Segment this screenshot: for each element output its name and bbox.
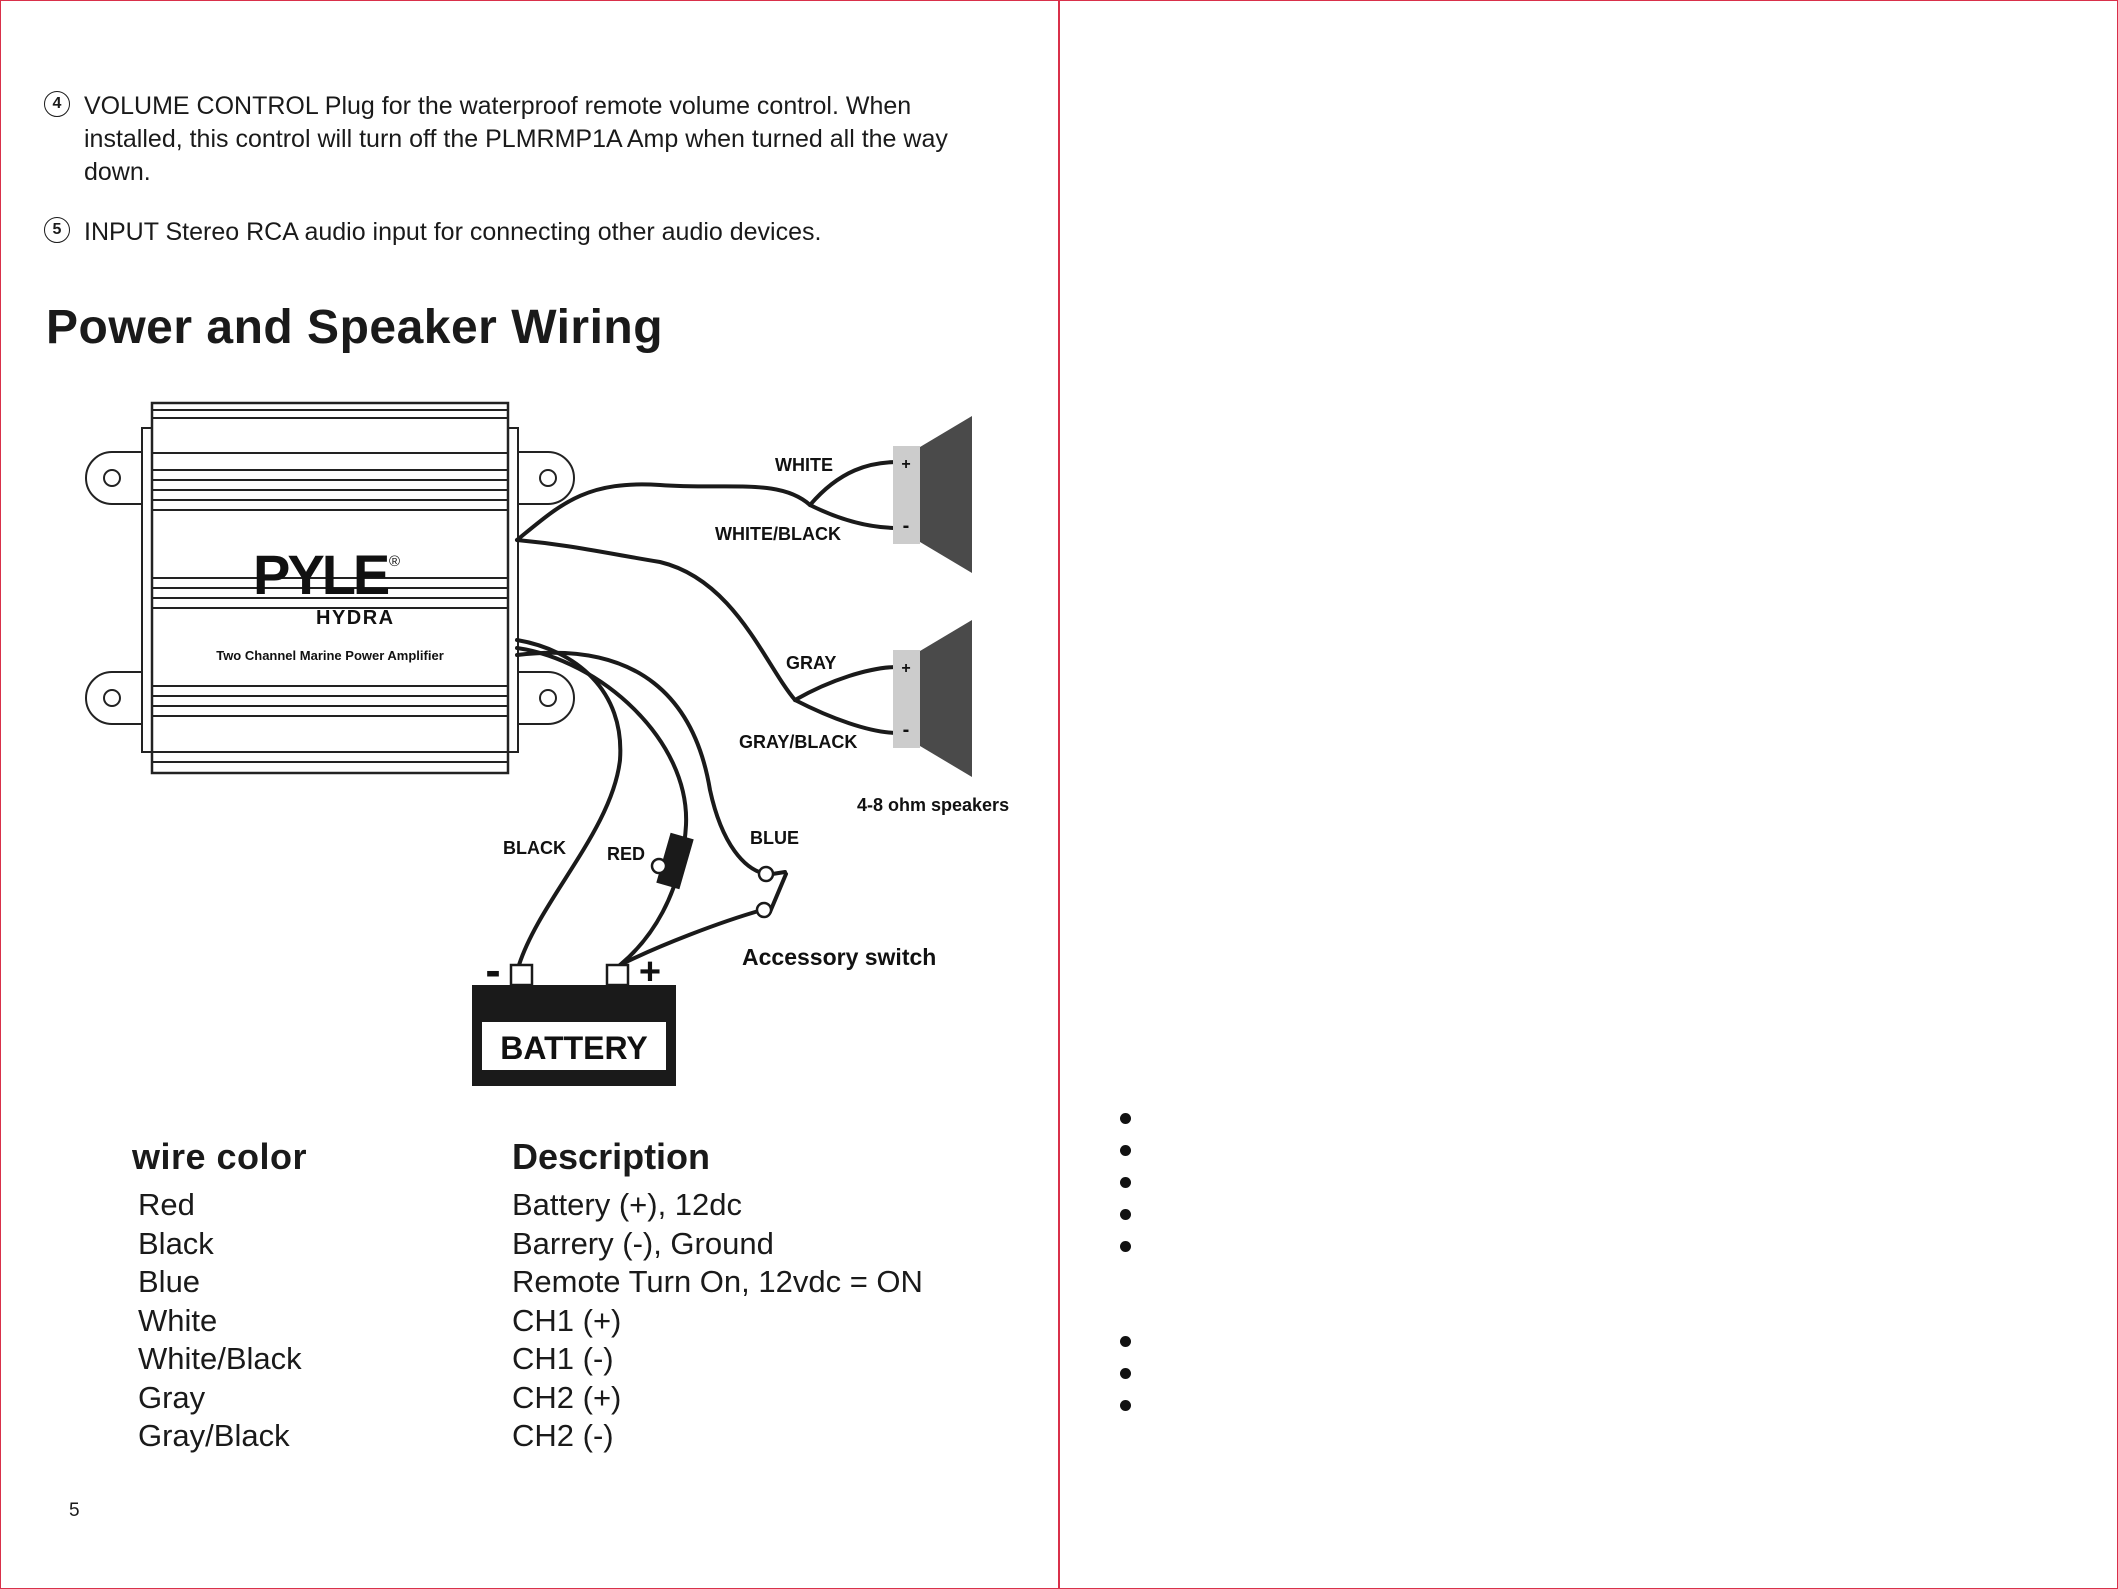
description-header: Description bbox=[512, 1136, 711, 1177]
item-text: INPUT Stereo RCA audio input for connecting other audio devices. bbox=[84, 218, 822, 246]
bullet-dot bbox=[1120, 1113, 1131, 1124]
battery-label: BATTERY bbox=[500, 1030, 648, 1066]
wire-color-header: wire color bbox=[132, 1136, 308, 1177]
description-item: Battery (+), 12dc bbox=[512, 1187, 743, 1222]
description-item: CH1 (+) bbox=[512, 1302, 622, 1338]
speakers-label: 4-8 ohm speakers bbox=[857, 795, 1010, 815]
battery-minus-sign: - bbox=[485, 944, 501, 996]
wire-color-item: Blue bbox=[138, 1264, 201, 1299]
bullet-dot bbox=[1120, 1177, 1131, 1188]
item-text: VOLUME CONTROL Plug for the waterproof remote volume control. When installed, this control will turn off the PLMRMP1A Amp when turned all the way down. bbox=[84, 92, 948, 186]
model-name: HYDRA bbox=[316, 607, 395, 629]
terminal-minus-label: - bbox=[902, 719, 910, 741]
switch-contact bbox=[757, 903, 771, 917]
wire-color-item: Gray/Black bbox=[138, 1418, 290, 1453]
wire-color-item: Red bbox=[138, 1187, 195, 1222]
description-item: Remote Turn On, 12vdc = ON bbox=[512, 1264, 923, 1299]
bullet-dot bbox=[1120, 1241, 1131, 1252]
speaker-ch2 bbox=[893, 620, 972, 777]
wire-color-list bbox=[138, 1186, 302, 1456]
bullet-dot bbox=[1120, 1209, 1131, 1220]
brand-logo: PYLE bbox=[253, 543, 388, 606]
description-item: CH2 (+) bbox=[512, 1379, 622, 1415]
amplifier-tagline: Two Channel Marine Power Amplifier bbox=[216, 648, 444, 663]
terminal-minus-label: - bbox=[902, 515, 910, 537]
bullet-list-upper bbox=[1120, 1113, 1131, 1273]
wire-label-gray: GRAY bbox=[786, 653, 837, 673]
wire-label-white: WHITE bbox=[775, 455, 833, 475]
bullet-dot bbox=[1120, 1368, 1131, 1379]
registered-mark: ® bbox=[389, 553, 401, 570]
feature-item-volume-control bbox=[44, 90, 1014, 189]
bullet-dot bbox=[1120, 1336, 1131, 1347]
wire-label-white-black: WHITE/BLACK bbox=[715, 524, 841, 544]
wire-color-item: Black bbox=[138, 1225, 214, 1261]
description-item: Barrery (-), Ground bbox=[512, 1225, 774, 1261]
wire-label-red: RED bbox=[607, 844, 646, 864]
item-number-badge: 5 bbox=[44, 217, 70, 243]
wire-label-black: BLACK bbox=[503, 838, 566, 858]
description-item: CH1 (-) bbox=[512, 1341, 614, 1376]
page-divider bbox=[1058, 0, 1060, 1589]
bullet-dot bbox=[1120, 1400, 1131, 1411]
terminal-plus-label: + bbox=[901, 456, 911, 473]
switch-contact bbox=[759, 867, 773, 881]
description-list bbox=[512, 1186, 923, 1456]
section-heading: Power and Speaker Wiring bbox=[46, 301, 664, 354]
battery-plus-sign: + bbox=[638, 951, 662, 993]
page-number: 5 bbox=[69, 1500, 80, 1521]
feature-item-input bbox=[44, 216, 1014, 249]
wire-color-item: White bbox=[138, 1302, 218, 1338]
bullet-dot bbox=[1120, 1145, 1131, 1156]
speaker-ch1 bbox=[893, 416, 972, 573]
battery bbox=[472, 944, 676, 1086]
accessory-switch-label: Accessory switch bbox=[742, 944, 937, 970]
wire-label-blue: BLUE bbox=[750, 828, 799, 848]
bullet-list-lower bbox=[1120, 1336, 1131, 1432]
wire-color-item: Gray bbox=[138, 1379, 206, 1415]
wire-color-item: White/Black bbox=[138, 1341, 302, 1376]
item-number-badge: 4 bbox=[44, 91, 70, 117]
fuse-holder-ring bbox=[652, 859, 666, 873]
description-item: CH2 (-) bbox=[512, 1418, 614, 1453]
wire-label-gray-black: GRAY/BLACK bbox=[739, 732, 858, 752]
terminal-plus-label: + bbox=[901, 660, 911, 677]
wiring-diagram bbox=[0, 390, 1058, 1090]
